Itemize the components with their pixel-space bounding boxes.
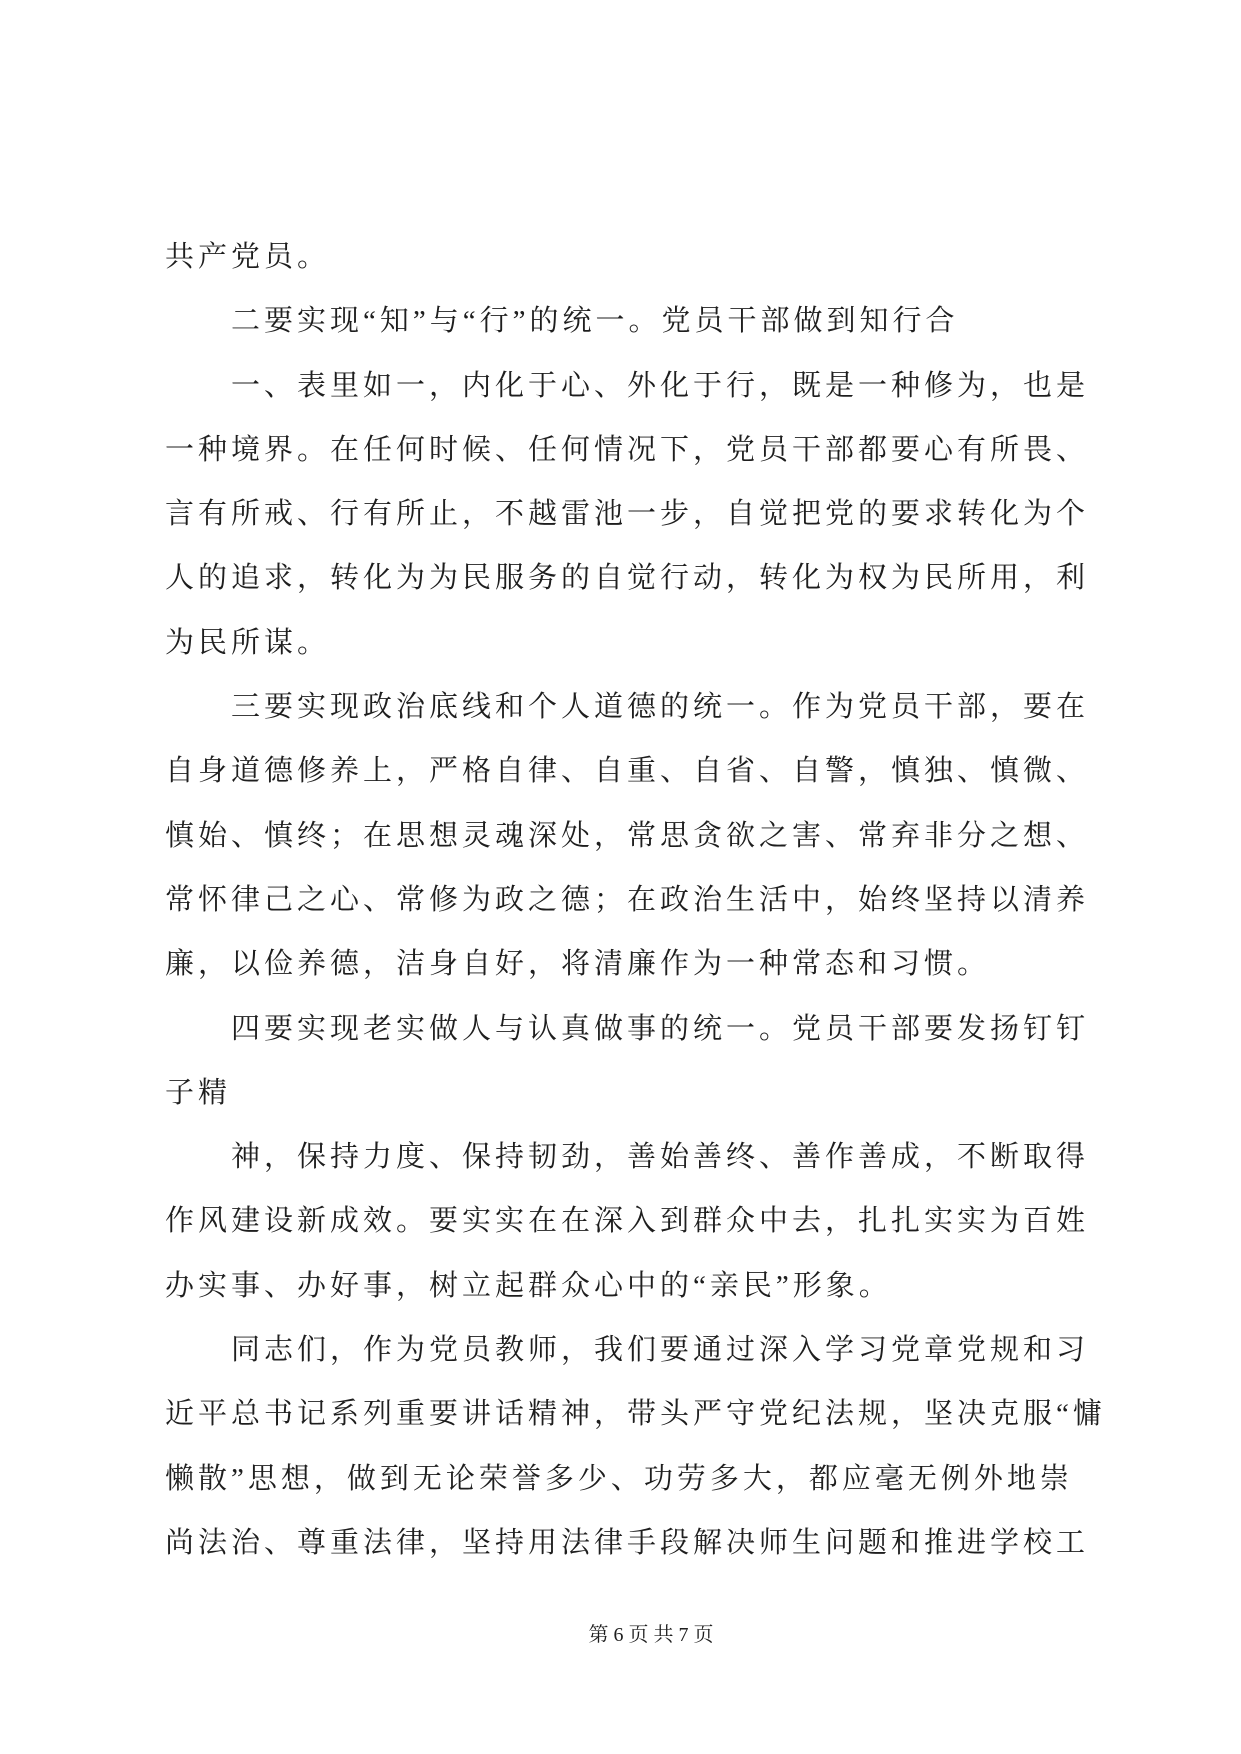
paragraph	[165, 1125, 1125, 1318]
text-line: 言有所戒、行有所止，不越雷池一步，自觉把党的要求转化为个	[165, 498, 1090, 531]
paragraph	[165, 675, 1125, 996]
text-line: 尚法治、尊重法律，坚持用法律手段解决师生问题和推进学校工	[165, 1526, 1090, 1559]
text-line: 一种境界。在任何时候、任何情况下，党员干部都要心有所畏、	[165, 433, 1090, 466]
text-line: 慎始、慎终；在思想灵魂深处，常思贪欲之害、常弃非分之想、	[165, 819, 1090, 852]
paragraph	[165, 354, 1125, 675]
text-line: 三要实现政治底线和个人道德的统一。作为党员干部，要在	[231, 691, 1090, 724]
text-line: 同志们，作为党员教师，我们要通过深入学习党章党规和习	[231, 1334, 1090, 1367]
text-line: 二要实现“知”与“行”的统一。党员干部做到知行合	[231, 305, 959, 338]
text-line: 近平总书记系列重要讲话精神，带头严守党纪法规，坚决克服“慵	[165, 1398, 1106, 1431]
text-line: 廉，以俭养德，洁身自好，将清廉作为一种常态和习惯。	[165, 948, 991, 981]
text-line: 常怀律己之心、常修为政之德；在政治生活中，始终坚持以清养	[165, 883, 1090, 916]
text-line: 神，保持力度、保持韧劲，善始善终、善作善成，不断取得	[231, 1141, 1090, 1174]
document-body	[165, 225, 1125, 1575]
text-line: 一、表里如一，内化于心、外化于行，既是一种修为，也是	[231, 369, 1090, 402]
text-line: 作风建设新成效。要实实在在深入到群众中去，扎扎实实为百姓	[165, 1205, 1090, 1238]
text-line: 懒散”思想，做到无论荣誉多少、功劳多大，都应毫无例外地崇	[165, 1462, 1073, 1495]
paragraph	[165, 289, 1125, 353]
text-line: 为民所谋。	[165, 626, 331, 659]
text-line: 办实事、办好事，树立起群众心中的“亲民”形象。	[165, 1269, 892, 1302]
text-line: 自身道德修养上，严格自律、自重、自省、自警，慎独、慎微、	[165, 755, 1090, 788]
text-line: 人的追求，转化为为民服务的自觉行动，转化为权为民所用，利	[165, 562, 1090, 595]
paragraph	[165, 225, 1125, 289]
paragraph	[165, 1318, 1125, 1575]
page-number-footer: 第 6 页 共 7 页	[588, 1624, 714, 1646]
text-line: 子精	[165, 1076, 232, 1109]
text-line: 共产党员。	[165, 241, 331, 273]
text-line: 四要实现老实做人与认真做事的统一。党员干部要发扬钉钉	[231, 1012, 1090, 1045]
paragraph	[165, 997, 1125, 1126]
